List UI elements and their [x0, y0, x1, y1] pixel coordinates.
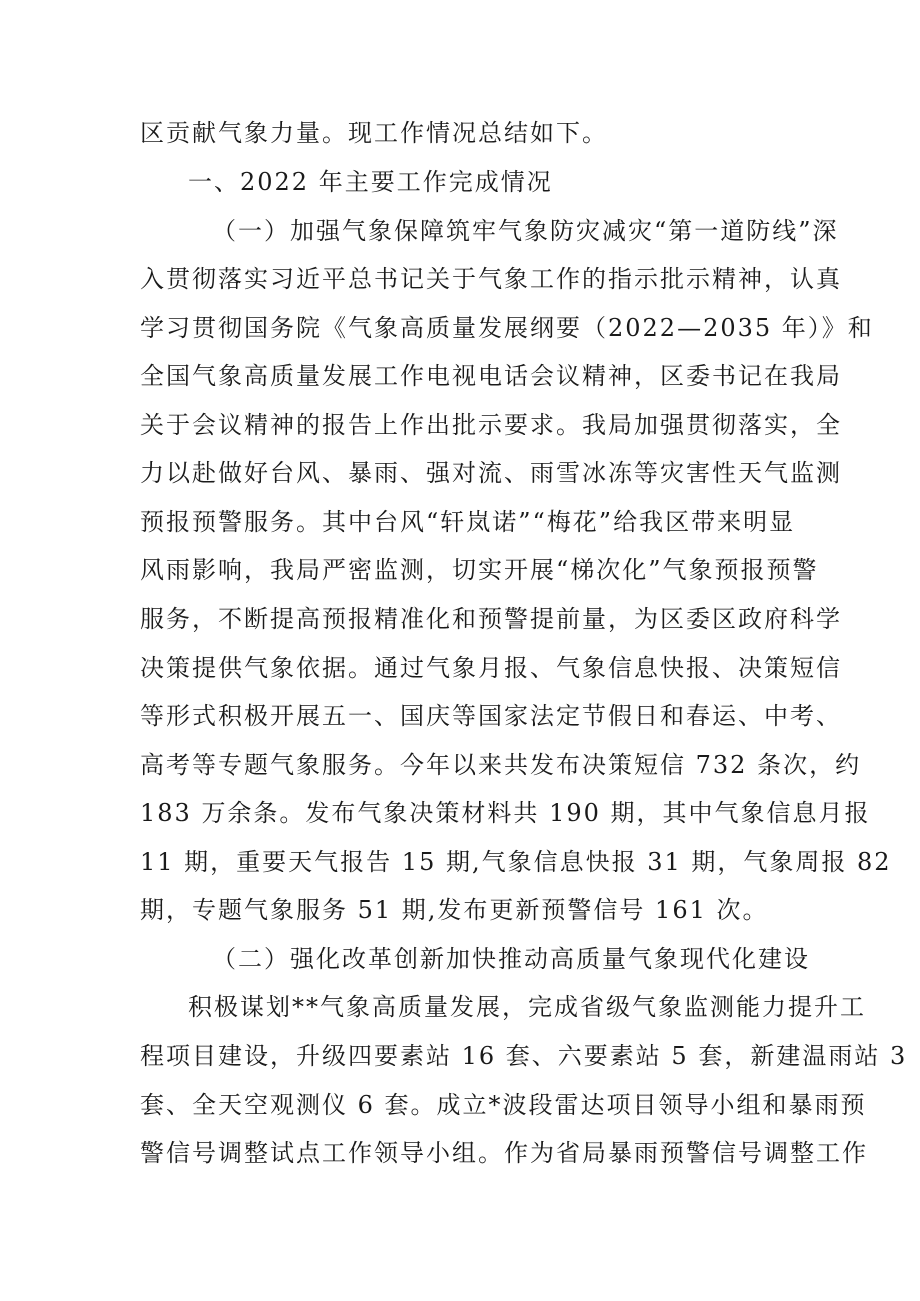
subsection-heading: （一）加强气象保障筑牢气象防灾减灾“第一道防线”深 — [212, 217, 839, 245]
paragraph-line: 高考等专题气象服务。今年以来共发布决策短信 732 条次，约 — [140, 751, 862, 779]
paragraph-line: 入贯彻落实习近平总书记关于气象工作的指示批示精神，认真 — [140, 265, 842, 293]
paragraph-line: 期，专题气象服务 51 期,发布更新预警信号 161 次。 — [140, 896, 769, 924]
paragraph-line: 程项目建设，升级四要素站 16 套、六要素站 5 套，新建温雨站 3 — [140, 1042, 908, 1070]
paragraph-line: 预报预警服务。其中台风“轩岚诺”“梅花”给我区带来明显 — [140, 508, 796, 536]
paragraph-line: 服务，不断提高预报精准化和预警提前量，为区委区政府科学 — [140, 605, 842, 633]
paragraph-line: 183 万余条。发布气象决策材料共 190 期，其中气象信息月报 — [140, 799, 871, 827]
paragraph-line: 关于会议精神的报告上作出批示要求。我局加强贯彻落实，全 — [140, 411, 842, 439]
paragraph-line: 等形式积极开展五一、国庆等国家法定节假日和春运、中考、 — [140, 702, 842, 730]
paragraph-line: 风雨影响，我局严密监测，切实开展“梯次化”气象预报预警 — [140, 556, 819, 584]
paragraph-line: 力以赴做好台风、暴雨、强对流、雨雪冰冻等灾害性天气监测 — [140, 459, 842, 487]
subsection-heading: （二）强化改革创新加快推动高质量气象现代化建设 — [212, 945, 810, 973]
paragraph-line: 积极谋划**气象高质量发展，完成省级气象监测能力提升工 — [188, 993, 866, 1021]
paragraph-line: 11 期，重要天气报告 15 期,气象信息快报 31 期，气象周报 82 — [140, 848, 892, 876]
section-heading: 一、2022 年主要工作完成情况 — [188, 168, 553, 196]
paragraph-line: 全国气象高质量发展工作电视电话会议精神，区委书记在我局 — [140, 362, 842, 390]
paragraph-line: 区贡献气象力量。现工作情况总结如下。 — [140, 119, 608, 147]
paragraph-line: 学习贯彻国务院《气象高质量发展纲要（2022—2035 年）》和 — [140, 314, 874, 342]
paragraph-line: 决策提供气象依据。通过气象月报、气象信息快报、决策短信 — [140, 654, 842, 682]
paragraph-line: 警信号调整试点工作领导小组。作为省局暴雨预警信号调整工作 — [140, 1139, 868, 1167]
paragraph-line: 套、全天空观测仪 6 套。成立*波段雷达项目领导小组和暴雨预 — [140, 1091, 867, 1119]
